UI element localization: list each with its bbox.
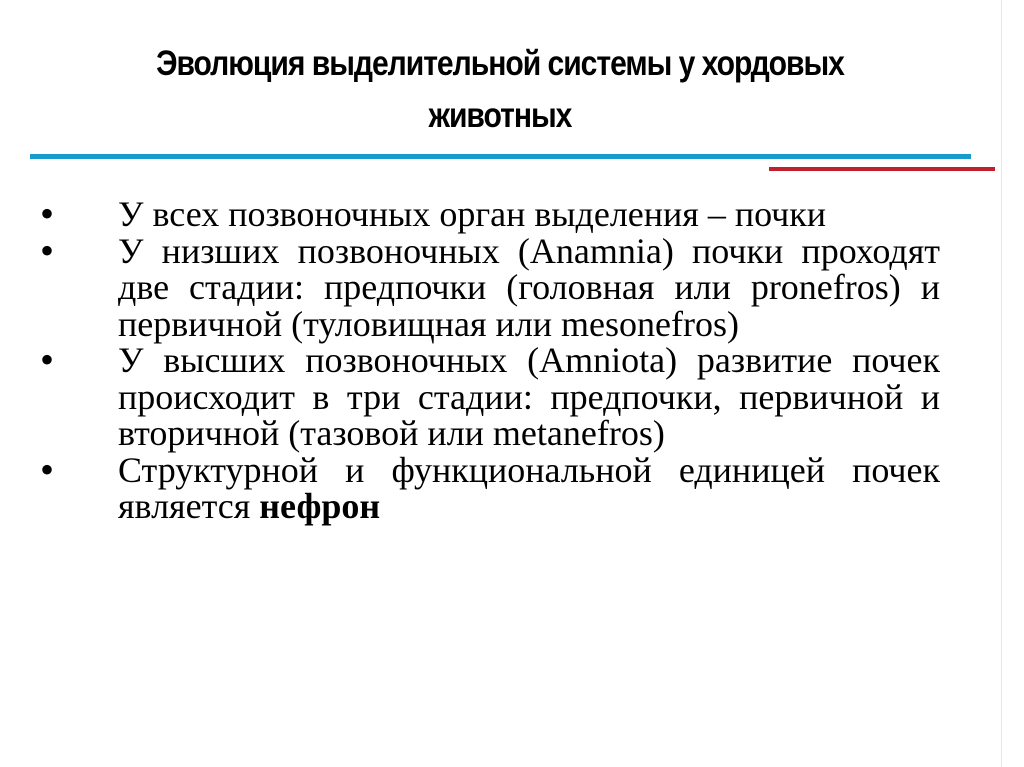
bullet-item [40,337,940,453]
bullet-text-plain: Структурной и функциональной единицей почек является [118,449,940,526]
bullet-item [40,227,940,344]
bullet-list [40,191,940,526]
slide-right-edge-line [1001,0,1002,767]
bullet-dot-icon: • [40,446,55,492]
bullet-dot-icon: • [40,337,55,382]
bullet-item [40,191,940,236]
slide-title: Эволюция выделительной системы у хордовых животных [156,44,844,135]
bullet-dot-icon: • [40,227,55,273]
bullet-text-emphasis: нефрон [259,486,381,526]
bullet-item [40,446,940,526]
bullet-text-with-emphasis [118,449,940,526]
title-divider-red [769,167,995,171]
bullet-text: У всех позвоночных орган выделения – почки [118,194,827,234]
bullet-dot-icon: • [40,191,55,236]
bullet-text: У низших позвоночных (Anamnia) почки проходят две стадии: предпочки (головная или pronefros) и первичной (туловищная или mesonefros) [118,230,940,344]
bullet-text: У высших позвоночных (Amniota) развитие почек происходит в три стадии: предпочки, первичной и вторичной (тазовой или metanefros) [118,340,940,453]
title-divider-blue [30,154,971,159]
